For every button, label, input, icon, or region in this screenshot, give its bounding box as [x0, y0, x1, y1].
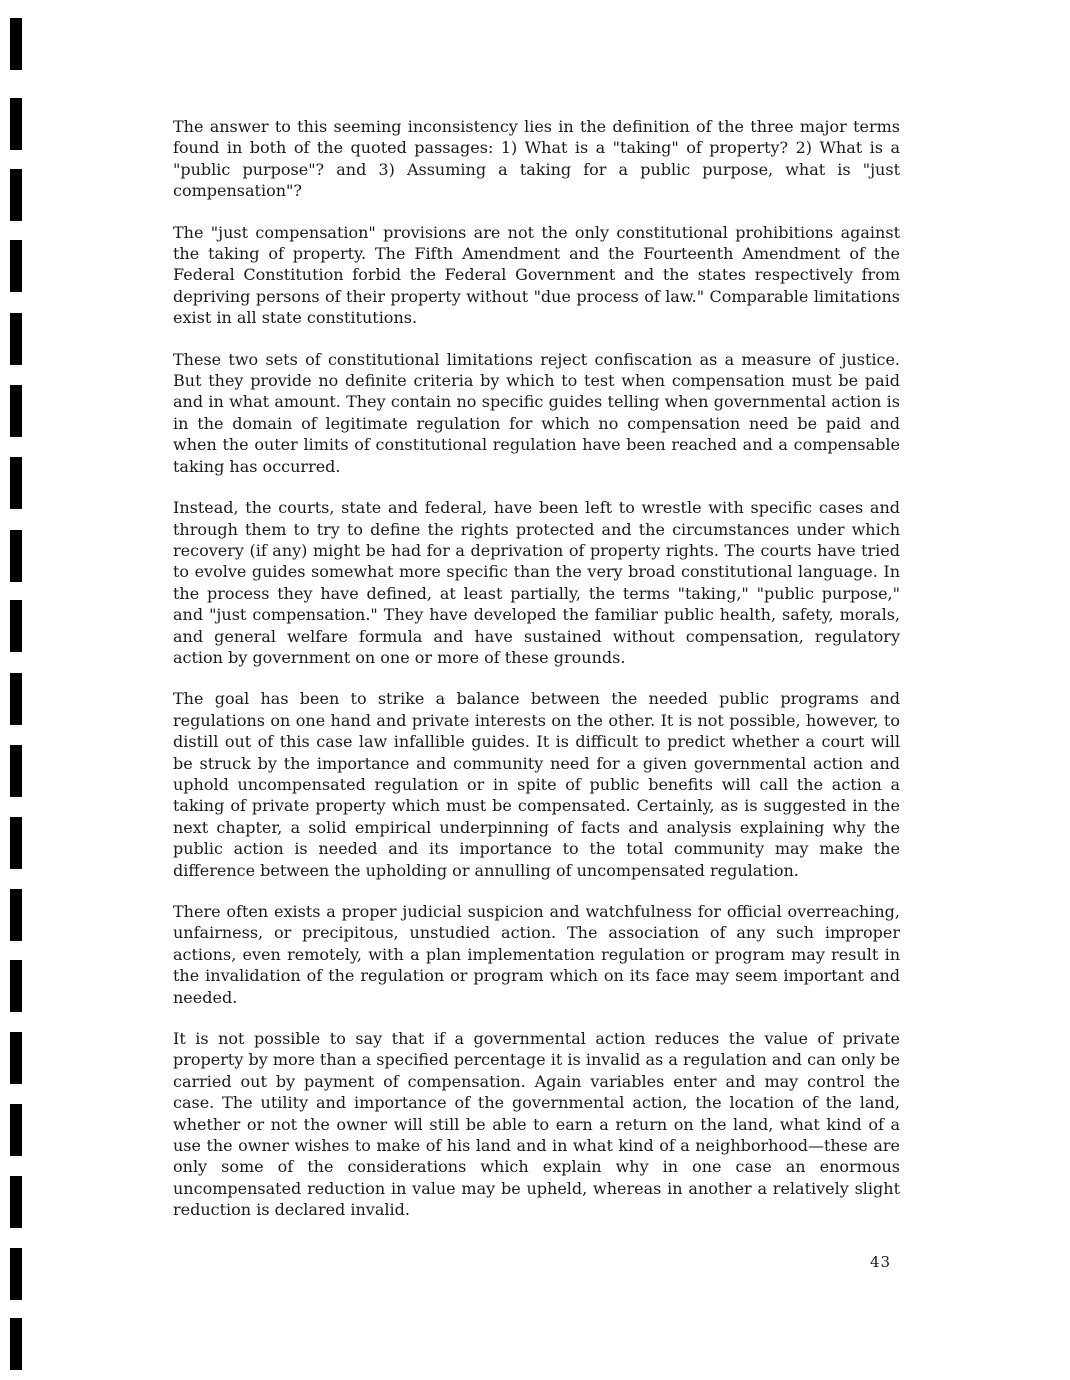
paragraph: It is not possible to say that if a governmental action reduces the value of private property by more than a specified percentage it is invalid as a regulation and can only be carried out by payment of compensation. Again variables enter and may control the case. The utility and importance of the governmental action, the location of the land, whether or not the owner will still be able to earn a return on the land, what kind of a use the owner wishes to make of his land and in what kind of a neighborhood—these are only some of the considerations which explain why in one case an enormous uncompensated reduction in value may be upheld, whereas in another a relatively slight reduction is declared invalid.: [173, 1029, 900, 1220]
binding-hole-mark: [10, 673, 22, 725]
binding-hole-mark: [10, 385, 22, 437]
binding-hole-mark: [10, 1248, 22, 1300]
document-body: [173, 116, 900, 1241]
binding-hole-mark: [10, 745, 22, 797]
paragraph: The "just compensation" provisions are not the only constitutional prohibitions against the taking of property. The Fifth Amendment and the Fourteenth Amendment of the Federal Constitution forbid the Federal Government and the states respectively from depriving persons of their property without "due process of law." Comparable limitations exist in all state constitutions.: [173, 222, 900, 328]
binding-hole-mark: [10, 600, 22, 652]
binding-hole-mark: [10, 1104, 22, 1156]
binding-hole-mark: [10, 240, 22, 292]
binding-hole-mark: [10, 18, 22, 70]
binding-hole-mark: [10, 889, 22, 941]
binding-hole-mark: [10, 1318, 22, 1370]
paragraph: The goal has been to strike a balance between the needed public programs and regulations on one hand and private interests on the other. It is not possible, however, to distill out of this case law infallible guides. It is difficult to predict whether a court will be struck by the importance and community need for a given governmental action and uphold uncompensated regulation or in spite of public benefits will call the action a taking of private property which must be compensated. Certainly, as is suggested in the next chapter, a solid empirical underpinning of facts and analysis explaining why the public action is needed and its importance to the total community may make the difference between the upholding or annulling of uncompensated regulation.: [173, 689, 900, 880]
binding-hole-mark: [10, 960, 22, 1012]
binding-hole-mark: [10, 457, 22, 509]
binding-hole-mark: [10, 1032, 22, 1084]
binding-hole-mark: [10, 530, 22, 582]
paragraph: Instead, the courts, state and federal, have been left to wrestle with specific cases and through them to try to define the rights protected and the circumstances under which recovery (if any) might be had for a deprivation of property rights. The courts have tried to evolve guides somewhat more specific than the very broad constitutional language. In the process they have defined, at least partially, the terms "taking," "public purpose," and "just compensation." They have developed the familiar public health, safety, morals, and general welfare formula and have sustained without compensation, regulatory action by government on one or more of these grounds.: [173, 498, 900, 667]
page-number: 43: [870, 1253, 892, 1271]
binding-hole-mark: [10, 313, 22, 365]
binding-hole-mark: [10, 98, 22, 150]
binding-hole-mark: [10, 1176, 22, 1228]
binding-hole-mark: [10, 169, 22, 221]
paragraph: These two sets of constitutional limitations reject confiscation as a measure of justice. But they provide no definite criteria by which to test when compensation must be paid and in what amount. They contain no specific guides telling when governmental action is in the domain of legitimate regulation for which no compensation need be paid and when the outer limits of constitutional regulation have been reached and a compensable taking has occurred.: [173, 349, 900, 476]
paragraph: The answer to this seeming inconsistency lies in the definition of the three major terms found in both of the quoted passages: 1) What is a "taking" of property? 2) What is a "public purpose"? and 3) Assuming a taking for a public purpose, what is "just compensation"?: [173, 117, 900, 201]
binding-strip: [0, 0, 30, 1380]
binding-hole-mark: [10, 817, 22, 869]
paragraph: There often exists a proper judicial suspicion and watchfulness for official overreaching, unfairness, or precipitous, unstudied action. The association of any such improper actions, even remotely, with a plan implementation regulation or program may result in the invalidation of the regulation or program which on its face may seem important and needed.: [173, 902, 900, 1007]
